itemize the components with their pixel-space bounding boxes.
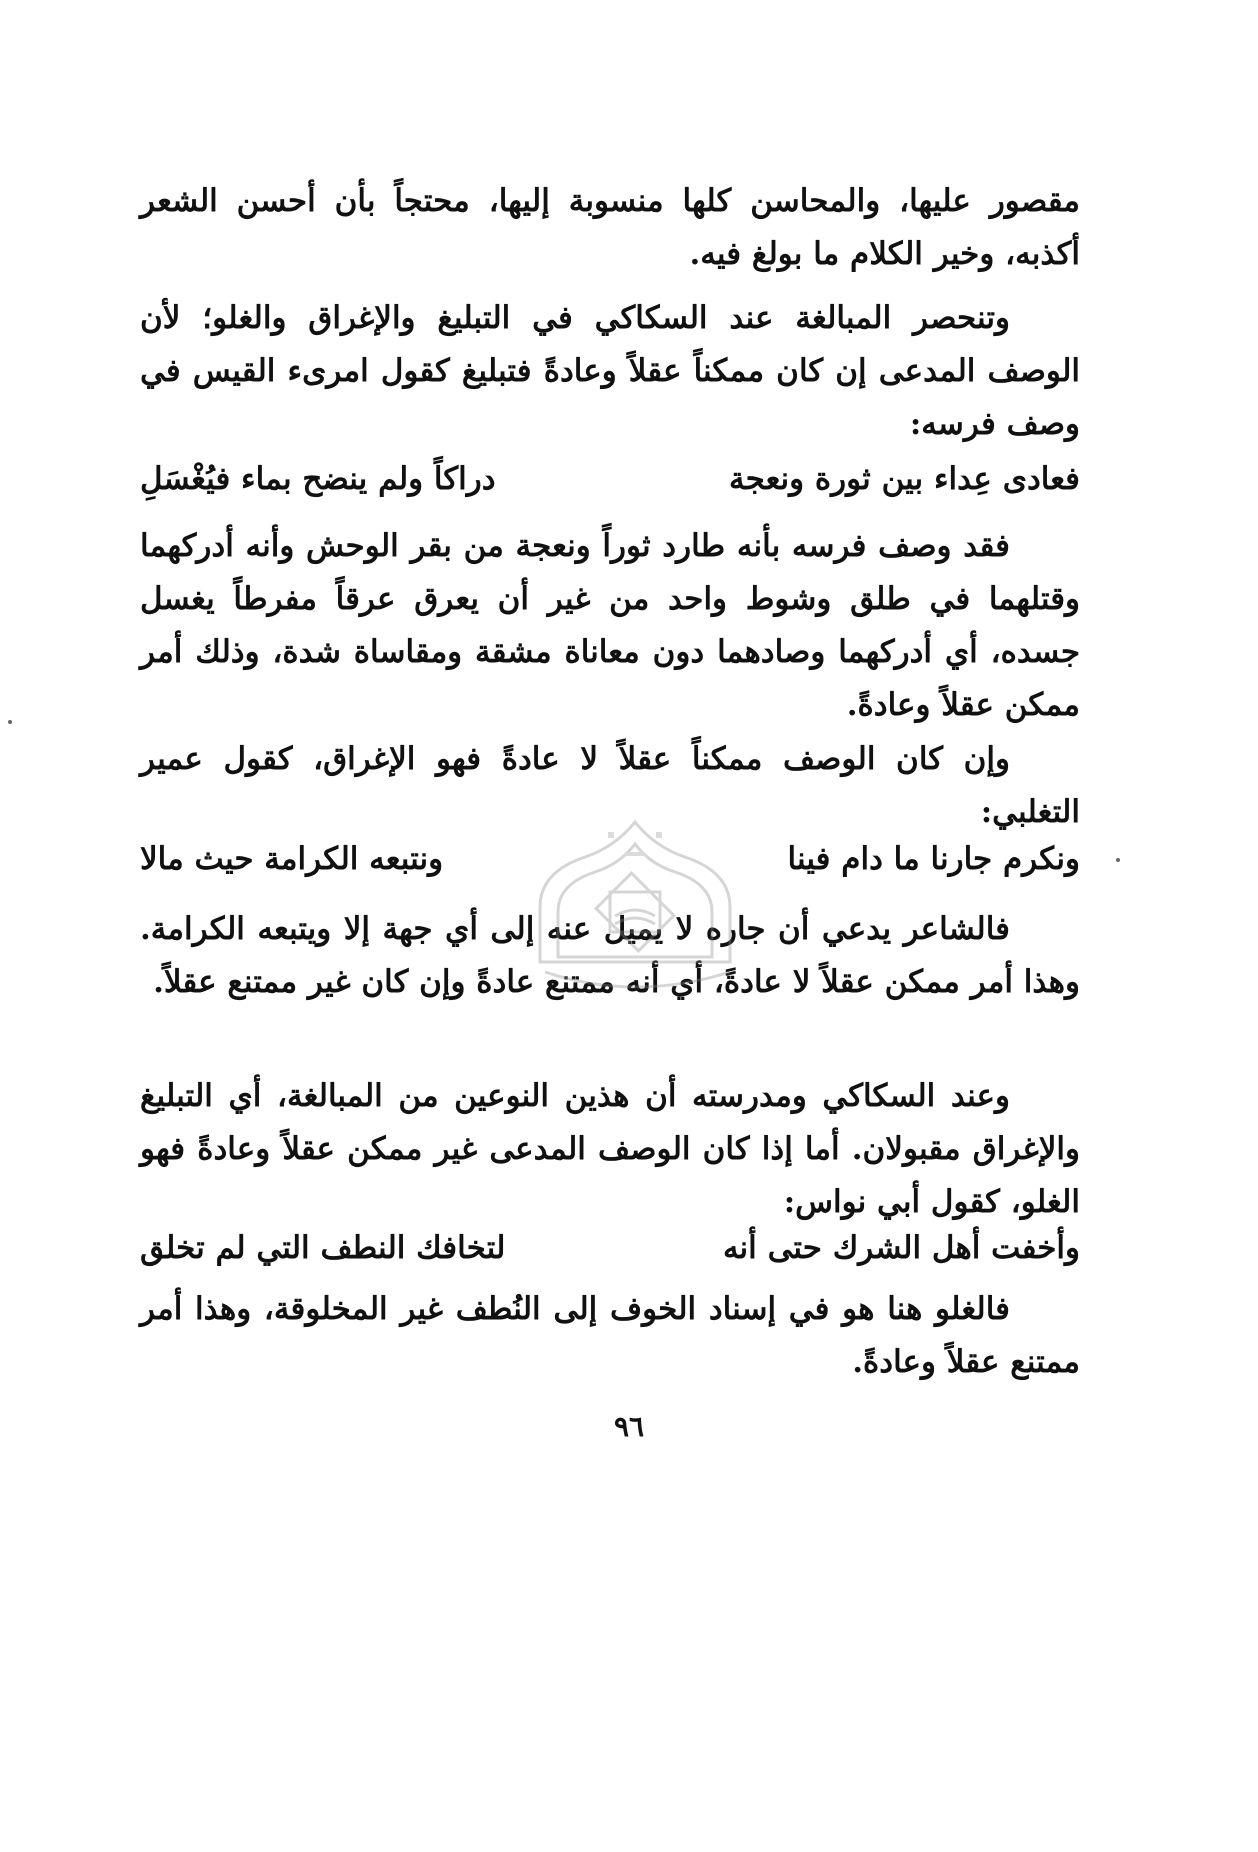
margin-speck bbox=[8, 720, 12, 724]
verse-3-second-hemistich: لتخافك النطف التي لم تخلق bbox=[140, 1230, 506, 1266]
paragraph-7: فالغلو هنا هو في إسناد الخوف إلى النُطف غير المخلوقة، وهذا أمر ممتنع عقلاً وعادةً. bbox=[140, 1291, 1080, 1380]
paragraph-2: وتنحصر المبالغة عند السكاكي في التبليغ والإغراق والغلو؛ لأن الوصف المدعى إن كان ممكناً عقلاً وعادةً فتبليغ كقول امرىء القيس في وصف فرسه: bbox=[140, 300, 1080, 442]
library-seal-icon bbox=[510, 812, 760, 1012]
margin-speck bbox=[1116, 858, 1120, 862]
paragraph-5: فالشاعر يدعي أن جاره لا يميل عنه إلى أي جهة إلا ويتبعه الكرامة. وهذا أمر ممكن عقلاً لا عادةً، أي أنه ممتنع عادةً وإن كان غير ممتنع عقلاً. bbox=[140, 911, 1080, 1000]
verse-2-second-hemistich: ونتبعه الكرامة حيث مالا bbox=[140, 841, 444, 877]
paragraph-1: مقصور عليها، والمحاسن كلها منسوبة إليها، محتجاً بأن أحسن الشعر أكذبه، وخير الكلام ما بولغ فيه. bbox=[140, 183, 1080, 272]
verse-1-first-hemistich: فعادى عِداء بين ثورة ونعجة bbox=[728, 461, 1080, 497]
verse-3 bbox=[140, 1222, 1080, 1275]
verse-1-second-hemistich: دراكاً ولم ينضح بماء فيُغْسَلِ bbox=[140, 461, 496, 497]
paragraph-3: فقد وصف فرسه بأنه طارد ثوراً ونعجة من بقر الوحش وأنه أدركهما وقتلهما في طلق وشوط واحد من غير أن يعرق عرقاً مفرطاً يغسل جسده، أي أدركهما وصادهما دون معاناة مشقة ومقاساة شدة، وذلك أمر ممكن عقلاً وعادةً. bbox=[140, 528, 1080, 723]
paragraph-4: وإن كان الوصف ممكناً عقلاً لا عادةً فهو الإغراق، كقول عمير التغلبي: bbox=[140, 741, 1080, 830]
paragraph-6: وعند السكاكي ومدرسته أن هذين النوعين من المبالغة، أي التبليغ والإغراق مقبولان. أما إذا كان الوصف المدعى غير ممكن عقلاً وعادةً فهو الغلو، كقول أبي نواس: bbox=[140, 1078, 1080, 1220]
verse-3-first-hemistich: وأخفت أهل الشرك حتى أنه bbox=[722, 1230, 1080, 1266]
page-number: ٩٦ bbox=[613, 1410, 645, 1443]
verse-2-first-hemistich: ونكرم جارنا ما دام فينا bbox=[787, 841, 1080, 877]
verse-1 bbox=[140, 453, 1080, 506]
